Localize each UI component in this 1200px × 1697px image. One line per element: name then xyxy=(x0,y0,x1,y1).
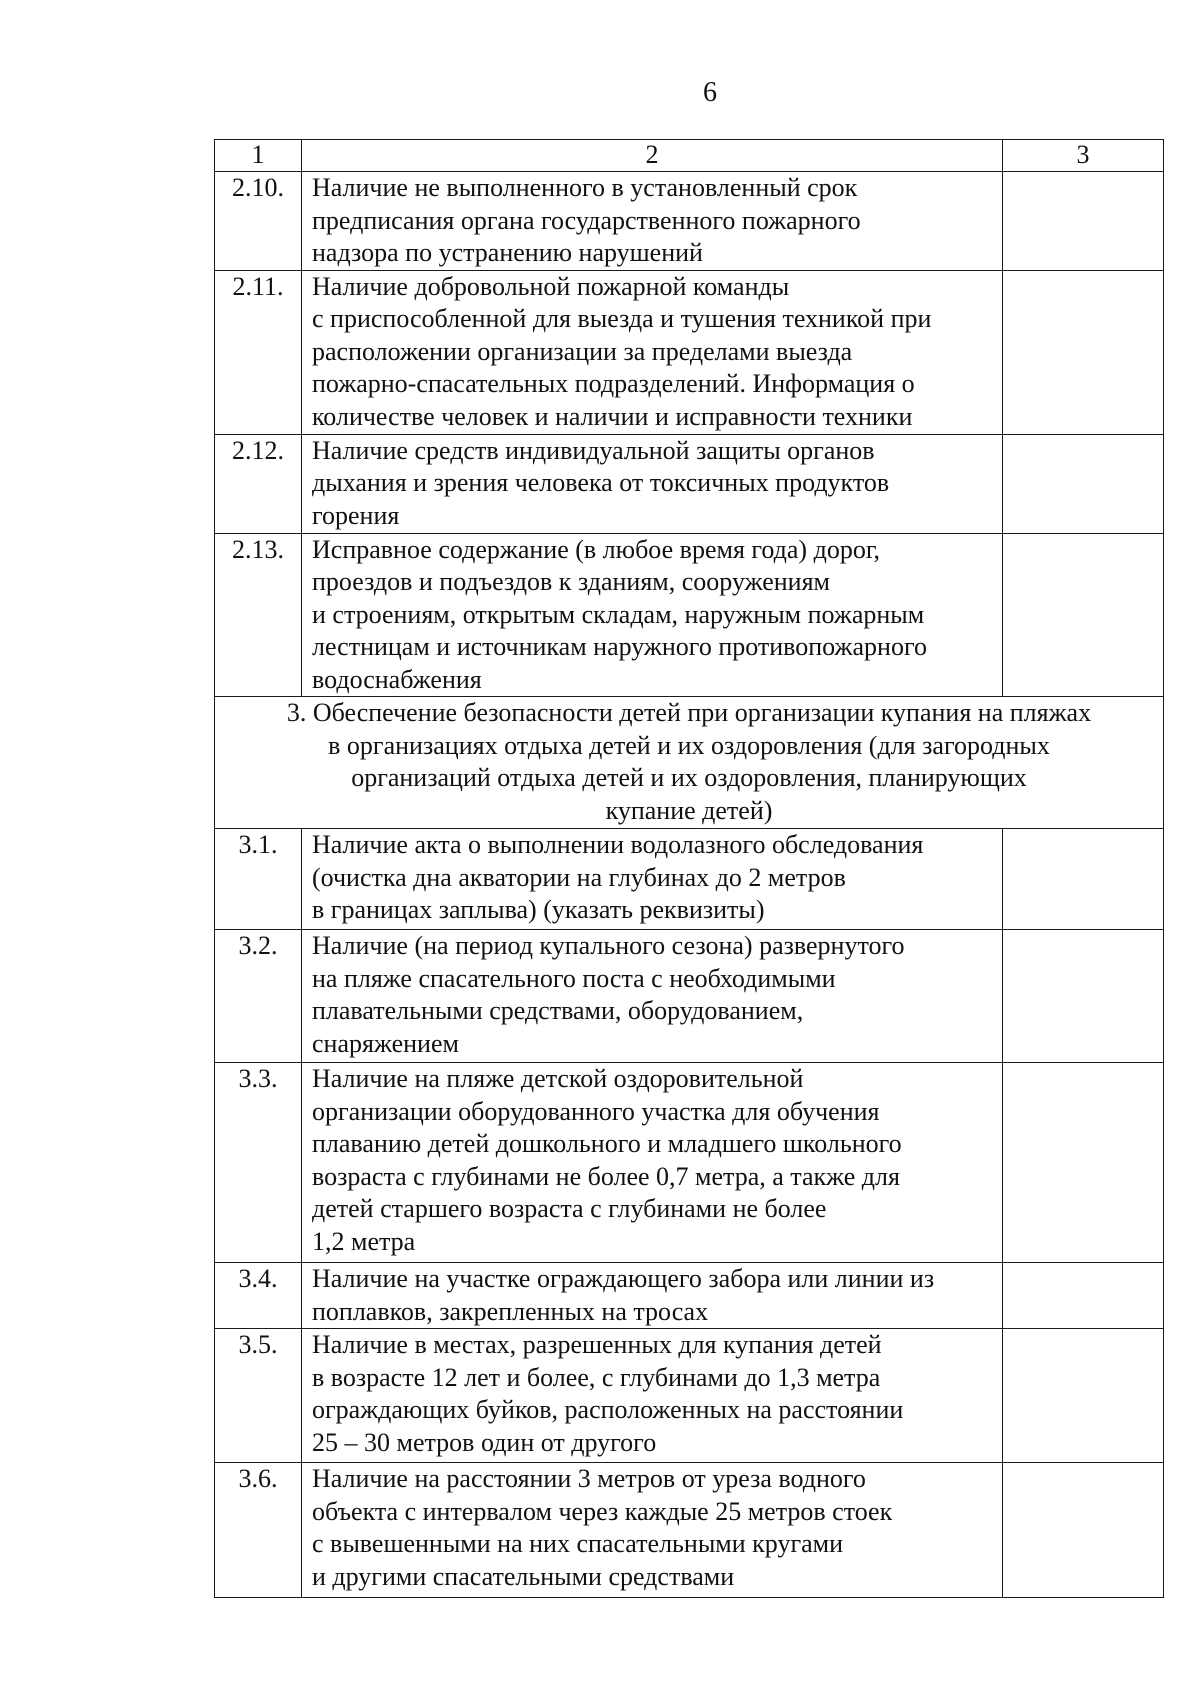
table-row xyxy=(215,829,1164,930)
row-number: 2.11. xyxy=(215,270,302,434)
row-value-cell[interactable] xyxy=(1003,1329,1164,1463)
table-row xyxy=(215,930,1164,1063)
row-value-cell[interactable] xyxy=(1003,1263,1164,1329)
row-text: Наличие в местах, разрешенных для купания детей в возрасте 12 лет и более, с глубинами до 1,3 метра ограждающих буйков, расположенных на расстоянии 25 – 30 метров один от другого xyxy=(302,1329,1003,1463)
row-text: Наличие (на период купального сезона) развернутого на пляже спасательного поста с необходимыми плавательными средствами, оборудованием, снаряжением xyxy=(302,930,1003,1063)
row-value-cell[interactable] xyxy=(1003,434,1164,533)
header-cell-description: 2 xyxy=(302,140,1003,172)
row-value-cell[interactable] xyxy=(1003,172,1164,271)
checklist-table xyxy=(214,139,1164,1598)
row-value-cell[interactable] xyxy=(1003,270,1164,434)
row-number: 3.5. xyxy=(215,1329,302,1463)
table-header-row xyxy=(215,140,1164,172)
row-text: Наличие не выполненного в установленный срок предписания органа государственного пожарного надзора по устранению нарушений xyxy=(302,172,1003,271)
row-text: Наличие добровольной пожарной команды с приспособленной для выезда и тушения техникой при расположении организации за пределами выезда пожарно-спасательных подразделений. Информация о количестве человек и наличии и исправности техники xyxy=(302,270,1003,434)
section-heading-row xyxy=(215,697,1164,829)
row-number: 3.3. xyxy=(215,1063,302,1263)
row-number: 3.4. xyxy=(215,1263,302,1329)
table-row xyxy=(215,1329,1164,1463)
table-row xyxy=(215,270,1164,434)
row-value-cell[interactable] xyxy=(1003,1063,1164,1263)
row-value-cell[interactable] xyxy=(1003,930,1164,1063)
row-value-cell[interactable] xyxy=(1003,829,1164,930)
section-heading: 3. Обеспечение безопасности детей при организации купания на пляжах в организациях отдыха детей и их оздоровления (для загородных организаций отдыха детей и их оздоровления, планирующих купание детей) xyxy=(215,697,1164,829)
table-row xyxy=(215,1463,1164,1598)
row-value-cell[interactable] xyxy=(1003,533,1164,697)
row-number: 2.13. xyxy=(215,533,302,697)
table-row xyxy=(215,533,1164,697)
header-cell-number: 1 xyxy=(215,140,302,172)
table-row xyxy=(215,434,1164,533)
row-text: Наличие акта о выполнении водолазного обследования (очистка дна акватории на глубинах до 2 метров в границах заплыва) (указать реквизиты) xyxy=(302,829,1003,930)
table-row xyxy=(215,172,1164,271)
row-text: Наличие на участке ограждающего забора или линии из поплавков, закрепленных на тросах xyxy=(302,1263,1003,1329)
row-text: Наличие средств индивидуальной защиты органов дыхания и зрения человека от токсичных продуктов горения xyxy=(302,434,1003,533)
row-text: Исправное содержание (в любое время года) дорог, проездов и подъездов к зданиям, сооружениям и строениям, открытым складам, наружным пожарным лестницам и источникам наружного противопожарного водоснабжения xyxy=(302,533,1003,697)
row-number: 3.1. xyxy=(215,829,302,930)
row-number: 2.10. xyxy=(215,172,302,271)
header-cell-value: 3 xyxy=(1003,140,1164,172)
row-value-cell[interactable] xyxy=(1003,1463,1164,1598)
row-text: Наличие на пляже детской оздоровительной организации оборудованного участка для обучения плаванию детей дошкольного и младшего школьного возраста с глубинами не более 0,7 метра, а также для детей старшего возраста с глубинами не более 1,2 метра xyxy=(302,1063,1003,1263)
row-text: Наличие на расстоянии 3 метров от уреза водного объекта с интервалом через каждые 25 метров стоек с вывешенными на них спасательными кругами и другими спасательными средствами xyxy=(302,1463,1003,1598)
table-row xyxy=(215,1063,1164,1263)
row-number: 3.2. xyxy=(215,930,302,1063)
page-number: 6 xyxy=(703,77,717,108)
row-number: 3.6. xyxy=(215,1463,302,1598)
table-row xyxy=(215,1263,1164,1329)
row-number: 2.12. xyxy=(215,434,302,533)
